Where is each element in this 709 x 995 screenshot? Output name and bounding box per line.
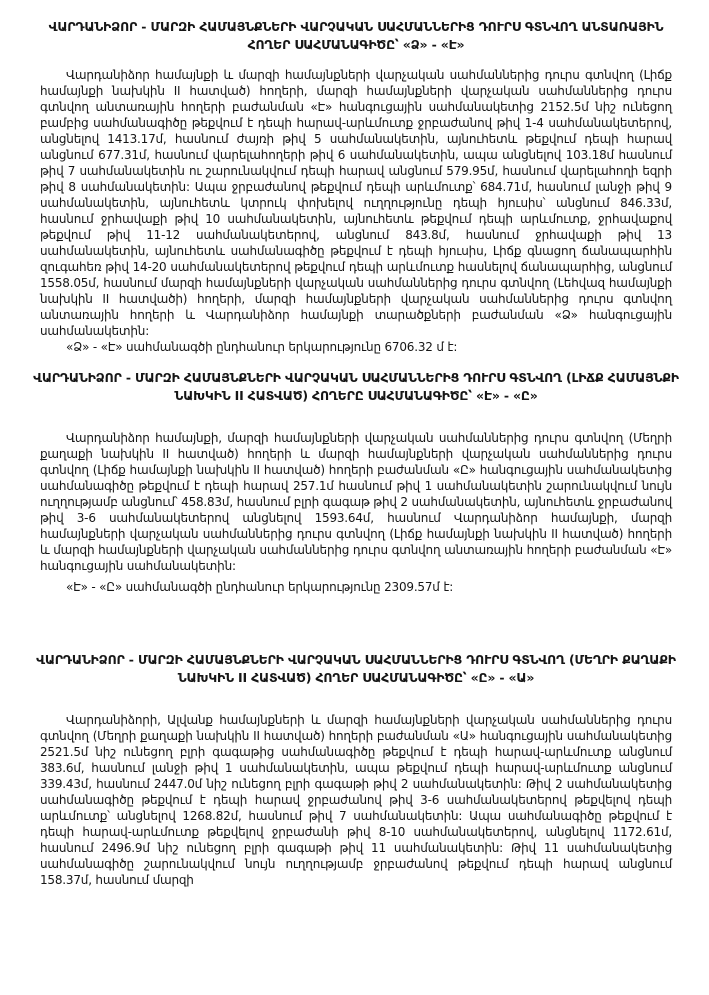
- boundary-section-2: [33, 369, 679, 595]
- section-2-heading: ՎԱՐԴԱՆԻՁՈՐ - ՄԱՐԶԻ ՀԱՄԱՅՆՔՆԵՐԻ ՎԱՐՉԱԿԱՆ ՍԱՀՄԱՆՆԵՐԻՑ ԴՈՒՐՍ ԳՏՆՎՈՂ (ԼԻՃՔ ՀԱՄԱՅՆՔԻ ՆԱԽԿԻՆ II ՀԱՏՎԱԾ) ՀՈՂԵՐԸ ՍԱՀՄԱՆԱԳԻԾԸ՝ «Է» - «Ը»: [33, 370, 679, 403]
- section-1-paragraph: Վարդանիձոր համայնքի և մարզի համայնքների վարչական սահմաններից դուրս գտնվող (Լիճք համայնքի նախկին II հատված) հողերի, մարզի համայնքների վարչական սահմաններից դուրս գտնվող անտառային հողերի բաժանման «Է» հանգուցային սահմանակետից 2152.5մ նիշ ունեցող բամբից սահմանագիծը թեքվում է դեպի հարավ-արևմուտք ջրբաժանով թիվ 1-4 սահմանակետերով, անցնելով 1413.17մ, հասնում ժայռի թիվ 5 սահմանակետին, այնուհետև թեքվում դեպի հարավ անցնում 677.31մ, հասնում վարելահողերի թիվ 6 սահմանակետին, ապա անցնելով 103.18մ հասնում թիվ 7 սահմանակետին ու շարունակվում դեպի հարավ անցնում 579.95մ, հասնում վարելահողի եզրի թիվ 8 սահմանակետին: Ապա ջրբաժանով թեքվում դեպի արևմուտք՝ 684.71մ, հասնում լանջի թիվ 9 սահմանակետին, այնուհետև կտրուկ փոխելով ուղղությունը դեպի հյուսիս՝ անցնում 846.33մ, հասնում ջրհավաքի թիվ 10 սահմանակետին, այնուհետև թեքվում դեպի արևմուտք, ջրհավաքով թեքվում թիվ 11-12 սահմանակետերով, անցնում 843.8մ, հասնում ջրհավաքի թիվ 13 սահմանակետին, այնուհետև սահմանագիծը թեքվում է դեպի հյուսիս, Լիճք գնացող ճանապարհին զուգահեռ թիվ 14-20 սահմանակետերով թեքվում դեպի արևմուտք հասնելով ճանապարհից, անցնում 1558.05մ, հասնում մարզի համայնքների վարչական սահմաններից դուրս գտնվող (Լեհվազ համայնքի նախկին II հատվածի) հողերի, մարզի համայնքների վարչական սահմաններից դուրս գտնվող անտառային հողերի և Վարդանիձոր համայնքի տարածքների բաժանման «Ձ» հանգուցային սահմանակետին:: [40, 68, 672, 338]
- section-3-heading: ՎԱՐԴԱՆԻՁՈՐ - ՄԱՐԶԻ ՀԱՄԱՅՆՔՆԵՐԻ ՎԱՐՉԱԿԱՆ ՍԱՀՄԱՆՆԵՐԻՑ ԴՈՒՐՍ ԳՏՆՎՈՂ (ՄԵՂՐԻ ՔԱՂԱՔԻ ՆԱԽԿԻՆ II ՀԱՏՎԱԾ) ՀՈՂԵՐ ՍԱՀՄԱՆԱԳԻԾԸ՝ «Ը» - «Ա»: [36, 652, 676, 685]
- section-3-paragraph: Վարդանիձորի, Ալվանք համայնքների և մարզի համայնքների վարչական սահմաններից դուրս գտնվող (Մեղրի քաղաքի նախկին II հատված) հողերի բաժանման «Ա» հանգուցային սահմանակետից 2521.5մ նիշ ունեցող բլրի գագաթից սահմանագիծը թեքվում է դեպի հարավ-արևմուտք անցնում 383.6մ, հասնում լանջի թիվ 1 սահմանակետին, ապա թեքվում դեպի հարավ-արևմուտք անցնում 339.43մ, հասնում 2447.0մ նիշ ունեցող բլրի գագաթի թիվ 2 սահմանակետին: Թիվ 2 սահմանակետից սահմանագիծը թեքվում է դեպի հարավ ջրբաժանով թիվ 3-6 սահմանակետերով թեքվելով դեպի արևմուտք՝ անցնելով 1268.82մ, հասնում թիվ 7 սահմանակետին: Ապա սահմանագիծը թեքվում է դեպի հարավ-արևմուտք թեքվելով ջրբաժանի թիվ 8-10 սահմանակետերով, անցնելով 1172.61մ, հասնում 2496.9մ նիշ ունեցող բլրի գագաթի թիվ 11 սահմանակետին: Թիվ 11 սահմանակետից սահմանագիծը շարունակվում նույն ուղղությամբ ջրբաժանով թեքվում դեպի հարավ անցնում 158.37մ, հասնում մարզի: [40, 713, 672, 887]
- boundary-section-1: [40, 18, 672, 355]
- section-1-heading: ՎԱՐԴԱՆԻՁՈՐ - ՄԱՐԶԻ ՀԱՄԱՅՆՔՆԵՐԻ ՎԱՐՉԱԿԱՆ ՍԱՀՄԱՆՆԵՐԻՑ ԴՈՒՐՍ ԳՏՆՎՈՂ ԱՆՏԱՌԱՅԻՆ ՀՈՂԵՐ ՍԱՀՄԱՆԱԳԻԾԸ՝ «Ձ» - «Է»: [48, 19, 664, 52]
- section-1-length-line: «Ձ» - «Է» սահմանագծի ընդհանուր երկարությունը 6706.32 մ է:: [66, 340, 458, 354]
- section-2-paragraph: Վարդանիձոր համայնքի, մարզի համայնքների վարչական սահմաններից դուրս գտնվող (Մեղրի քաղաքի նախկին II հատված) հողերի և մարզի համայնքների վարչական սահմաններից դուրս գտնվող (Լիճք համայնքի նախկին II հատված) հողերի բաժանման «Ը» հանգուցային սահմանակետից սահմանագիծը թեքվում է դեպի հարավ 257.1մ հասնում թիվ 1 սահմանակետին շարունակվում նույն ուղղությամբ անցնում՝ 458.83մ, հասնում բլրի գագաթ թիվ 2 սահմանակետին, այնուհետև ջրբաժանով թիվ 3-6 սահմանակետերով անցնելով 1593.64մ, հասնում Վարդանիձոր համայնքի, մարզի համայնքների վարչական սահմաններից դուրս գտնվող (Լիճք համայնքի նախկին II հատված) հողերի և մարզի համայնքների վարչական սահմաններից դուրս գտնվող անտառային հողերի բաժանման «Է» հանգուցային սահմանակետին:: [40, 431, 672, 573]
- section-2-length-line: «Է» - «Ը» սահմանագծի ընդհանուր երկարությունը 2309.57մ է:: [66, 580, 454, 594]
- boundary-section-3: [36, 651, 676, 888]
